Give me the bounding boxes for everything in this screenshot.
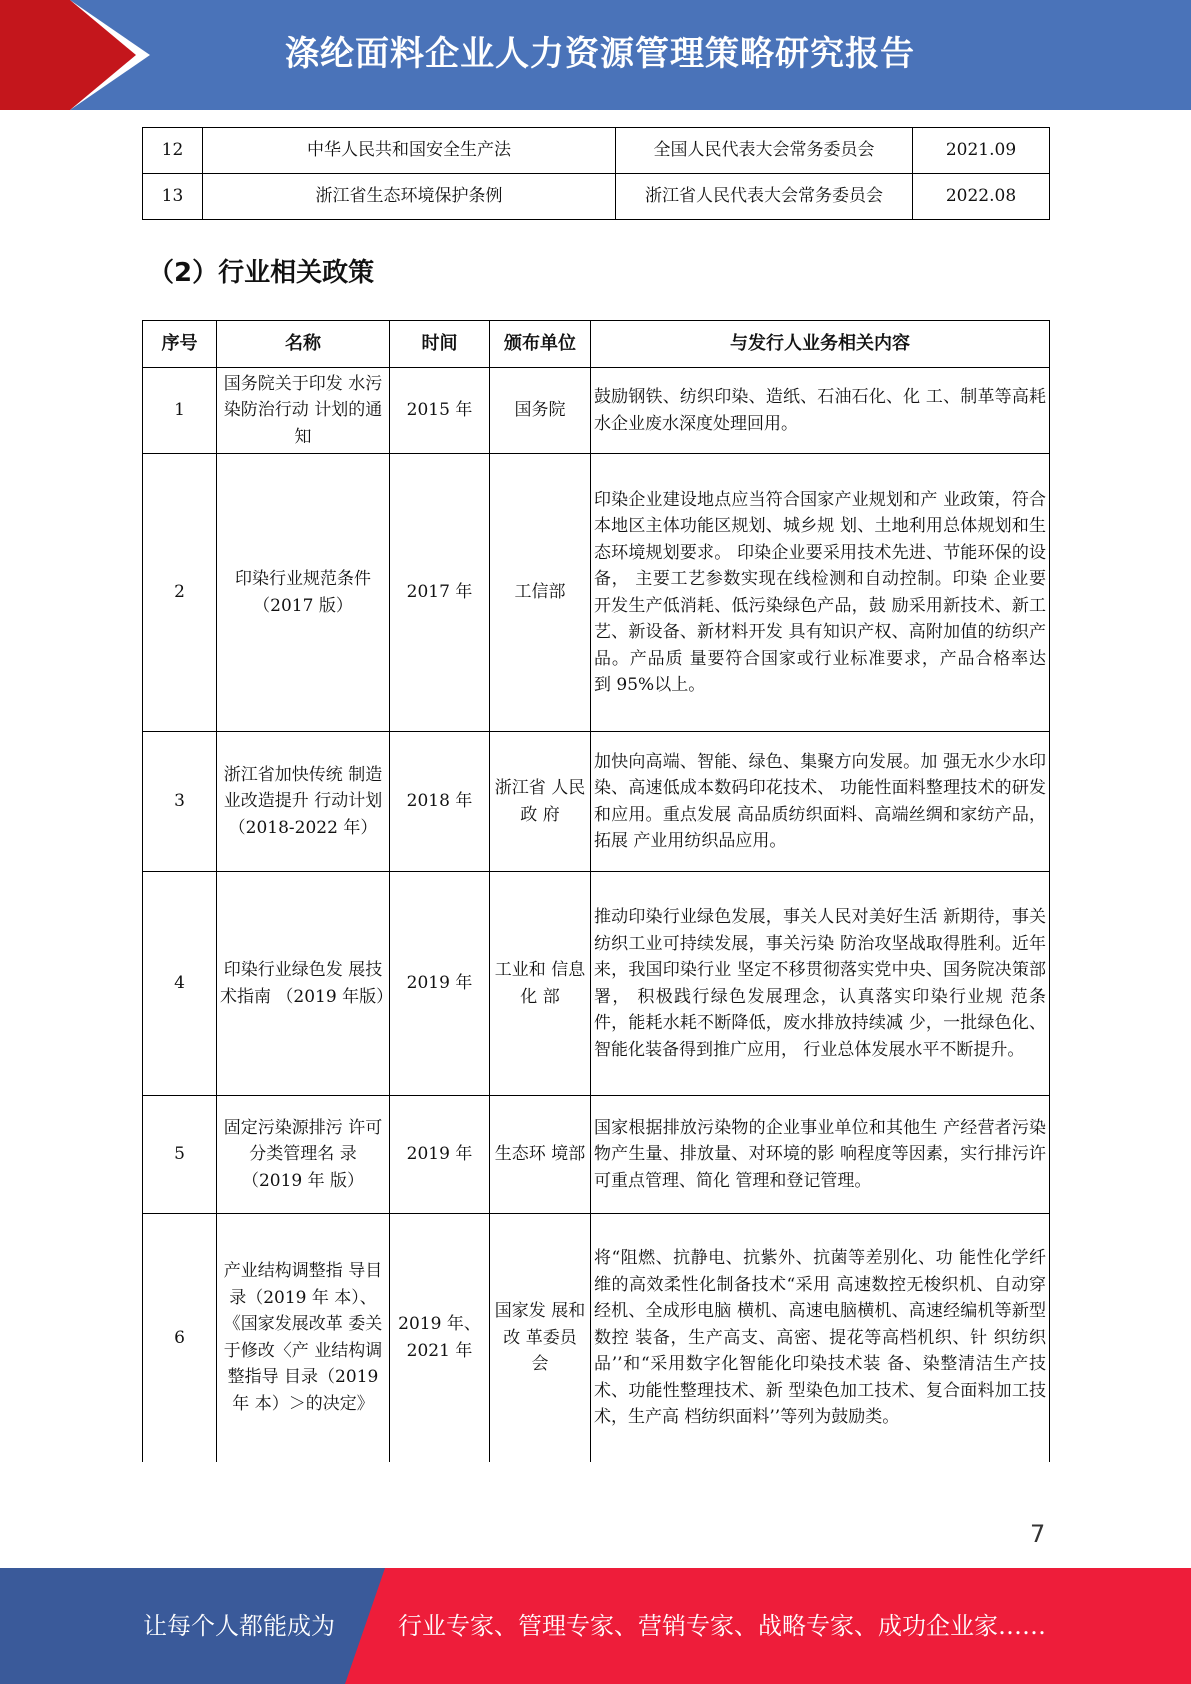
table-row (143, 732, 1050, 872)
law-issuer: 浙江省人民代表大会常务委员会 (616, 174, 913, 220)
policy-time: 2019 年、 2021 年 (390, 1214, 490, 1462)
table-row (143, 128, 1050, 174)
policy-issuer: 浙江省 人民政 府 (490, 732, 591, 872)
policy-issuer: 工业和 信息化 部 (490, 872, 591, 1096)
law-name: 浙江省生态环境保护条例 (203, 174, 616, 220)
policy-name: 印染行业绿色发 展技术指南 （2019 年版） (217, 872, 390, 1096)
page-header (0, 0, 1191, 110)
table-row (143, 872, 1050, 1096)
section-heading: （2）行业相关政策 (148, 258, 375, 288)
row-number: 5 (143, 1096, 217, 1214)
law-date: 2022.08 (913, 174, 1050, 220)
policy-time: 2019 年 (390, 872, 490, 1096)
policy-name: 印染行业规范条件（2017 版） (217, 454, 390, 732)
table-header-row (143, 321, 1050, 368)
policy-issuer: 国务院 (490, 368, 591, 454)
policy-name: 国务院关于印发 水污染防治行动 计划的通知 (217, 368, 390, 454)
row-number: 1 (143, 368, 217, 454)
row-number: 12 (143, 128, 203, 174)
policy-name: 产业结构调整指 导目录（2019 年 本）、《国家发展改革 委关于修改〈产 业结构调整指导 目录（2019 年 本）＞的决定》 (217, 1214, 390, 1462)
policy-time: 2017 年 (390, 454, 490, 732)
policy-content: 鼓励钢铁、纺织印染、造纸、石油石化、化 工、制革等高耗水企业废水深度处理回用。 (591, 368, 1050, 454)
policy-content: 印染企业建设地点应当符合国家产业规划和产 业政策，符合本地区主体功能区规划、城乡规 划、土地利用总体规划和生态环境规划要求。 印染企业要采用技术先进、节能环保的设备， 主要工艺参数实现在线检测和自动控制。印染 企业要开发生产低消耗、低污染绿色产品，鼓 励采用新技术、新工艺、新设备、新材料开发 具有知识产权、高附加值的纺织产品。产品质 量要符合国家或行业标准要求，产品合格率达 到 95%以上。 (591, 454, 1050, 732)
law-date: 2021.09 (913, 128, 1050, 174)
page-footer (0, 1568, 1191, 1684)
page-number: 7 (1030, 1520, 1046, 1548)
footer-slogan-left: 让每个人都能成为 (143, 1612, 335, 1640)
law-table-continued (142, 127, 1050, 220)
table-row (143, 368, 1050, 454)
header-red-block (0, 0, 70, 110)
policy-time: 2018 年 (390, 732, 490, 872)
table-row (143, 1214, 1050, 1462)
row-number: 13 (143, 174, 203, 220)
report-title: 涤纶面料企业人力资源管理策略研究报告 (285, 34, 915, 74)
header-name: 名称 (217, 321, 390, 368)
row-number: 6 (143, 1214, 217, 1462)
row-number: 2 (143, 454, 217, 732)
policy-name: 固定污染源排污 许可分类管理名 录（2019 年 版） (217, 1096, 390, 1214)
header-arrow-fill (70, 0, 136, 110)
policy-content: 国家根据排放污染物的企业事业单位和其他生 产经营者污染物产生量、排放量、对环境的影 响程度等因素，实行排污许可重点管理、简化 管理和登记管理。 (591, 1096, 1050, 1214)
table-row (143, 454, 1050, 732)
row-number: 3 (143, 732, 217, 872)
row-number: 4 (143, 872, 217, 1096)
footer-slogan-right: 行业专家、管理专家、营销专家、战略专家、成功企业家…… (398, 1612, 1046, 1640)
header-issuer: 颁布单位 (490, 321, 591, 368)
policy-name: 浙江省加快传统 制造业改造提升 行动计划 （2018-2022 年） (217, 732, 390, 872)
header-content: 与发行人业务相关内容 (591, 321, 1050, 368)
law-issuer: 全国人民代表大会常务委员会 (616, 128, 913, 174)
footer-blue-slant (345, 1568, 385, 1684)
policy-issuer: 国家发 展和改 革委员 会 (490, 1214, 591, 1462)
law-name: 中华人民共和国安全生产法 (203, 128, 616, 174)
header-no: 序号 (143, 321, 217, 368)
header-time: 时间 (390, 321, 490, 368)
policy-table (142, 320, 1050, 1462)
policy-time: 2019 年 (390, 1096, 490, 1214)
table-row (143, 1096, 1050, 1214)
policy-issuer: 生态环 境部 (490, 1096, 591, 1214)
policy-content: 将“阻燃、抗静电、抗紫外、抗菌等差别化、功 能性化学纤维的高效柔性化制备技术“采用 高速数控无梭织机、自动穿经机、全成形电脑 横机、高速电脑横机、高速经编机等新型数控 装备，生产高支、高密、提花等高档机织、针 织纺织品’’和“采用数字化智能化印染技术装 备、染整清洁生产技术、功能性整理技术、新 型染色加工技术、复合面料加工技术，生产高 档纺织面料’’等列为鼓励类。 (591, 1214, 1050, 1462)
table-row (143, 174, 1050, 220)
policy-time: 2015 年 (390, 368, 490, 454)
policy-issuer: 工信部 (490, 454, 591, 732)
policy-content: 加快向高端、智能、绿色、集聚方向发展。加 强无水少水印染、高速低成本数码印花技术、 功能性面料整理技术的研发和应用。重点发展 高品质纺织面料、高端丝绸和家纺产品，拓展 产业用纺织品应用。 (591, 732, 1050, 872)
policy-content: 推动印染行业绿色发展，事关人民对美好生活 新期待，事关纺织工业可持续发展，事关污染 防治攻坚战取得胜利。近年来，我国印染行业 坚定不移贯彻落实党中央、国务院决策部署， 积极践行绿色发展理念，认真落实印染行业规 范条件，能耗水耗不断降低，废水排放持续减 少，一批绿色化、智能化装备得到推广应用， 行业总体发展水平不断提升。 (591, 872, 1050, 1096)
